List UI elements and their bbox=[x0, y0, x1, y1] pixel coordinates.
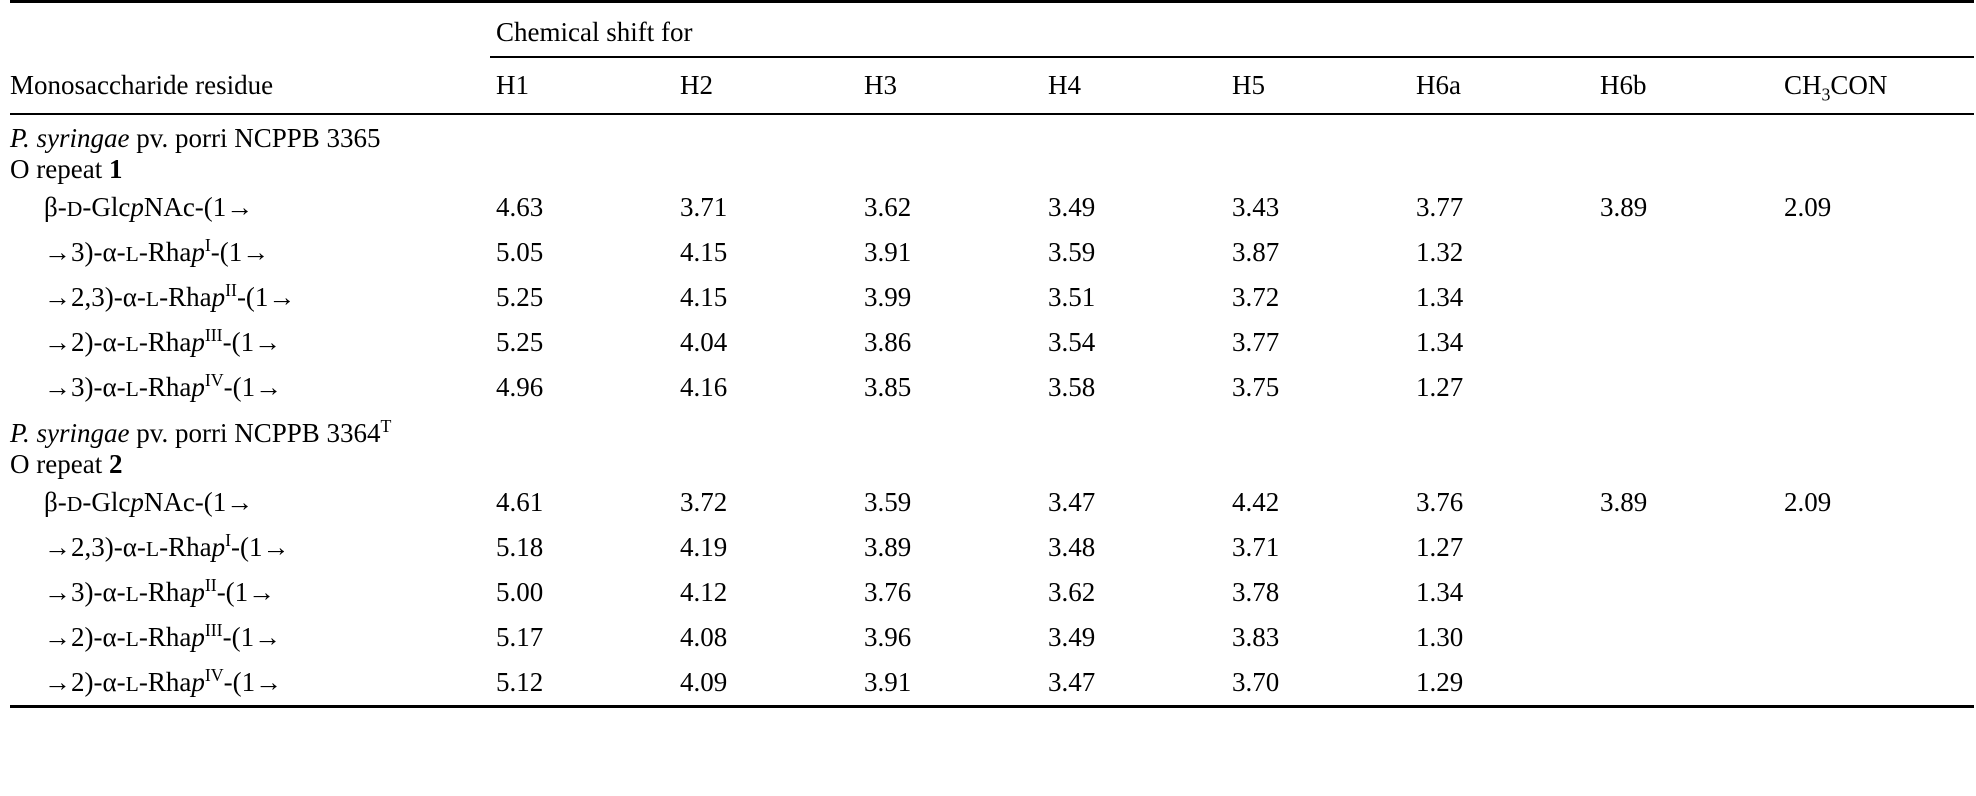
residue-ital: p bbox=[191, 327, 205, 357]
table-row bbox=[10, 660, 1974, 707]
residue-prefix: β- bbox=[44, 192, 67, 222]
residue-config: L bbox=[125, 242, 139, 266]
header-h3: H3 bbox=[858, 57, 1042, 114]
cell-h1: 4.96 bbox=[496, 372, 544, 402]
cell-h6b bbox=[1594, 230, 1778, 275]
cell-h6b bbox=[1594, 320, 1778, 365]
residue-suffix: -(1→ bbox=[236, 282, 296, 312]
cell-h6a: 1.27 bbox=[1416, 372, 1464, 402]
cell-h1: 5.18 bbox=[496, 532, 544, 562]
cell-h3: 3.91 bbox=[858, 660, 1042, 707]
cell-h4: 3.49 bbox=[1048, 192, 1096, 222]
cell-h6b: 3.89 bbox=[1600, 192, 1648, 222]
residue-mid: -Rha bbox=[159, 532, 212, 562]
cell-h1: 5.25 bbox=[496, 282, 544, 312]
cell-h4: 3.48 bbox=[1048, 532, 1096, 562]
residue-ital: p bbox=[191, 237, 205, 267]
table-row bbox=[10, 570, 1974, 615]
cell-h2: 4.04 bbox=[680, 327, 728, 357]
section-organism-row bbox=[10, 114, 1974, 154]
table-row bbox=[10, 365, 1974, 410]
header-h4: H4 bbox=[1042, 57, 1226, 114]
header-h2: H2 bbox=[674, 57, 858, 114]
residue-roman: II bbox=[225, 280, 237, 300]
cell-h5: 3.43 bbox=[1232, 192, 1280, 222]
cell-h4: 3.47 bbox=[1048, 487, 1096, 517]
cell-h2: 4.08 bbox=[680, 622, 728, 652]
cell-h3: 3.91 bbox=[864, 237, 912, 267]
cell-h2: 4.15 bbox=[680, 237, 728, 267]
header-ch3con-pre: CH bbox=[1784, 70, 1822, 100]
residue-ital: p bbox=[130, 192, 144, 222]
residue-config: D bbox=[66, 197, 83, 221]
header-h6b: H6b bbox=[1594, 57, 1778, 114]
residue-cell bbox=[10, 275, 490, 320]
header-ch3con bbox=[1778, 57, 1974, 114]
residue-suffix: -(1→ bbox=[223, 667, 283, 697]
residue-prefix: β- bbox=[44, 487, 67, 517]
cell-h2: 4.12 bbox=[680, 577, 728, 607]
residue-roman: III bbox=[204, 620, 223, 640]
cell-h3: 3.59 bbox=[864, 487, 912, 517]
cell-h6a: 1.34 bbox=[1416, 327, 1464, 357]
cell-ch3con bbox=[1778, 230, 1974, 275]
cell-ch3con bbox=[1778, 615, 1974, 660]
residue-ital: p bbox=[191, 622, 205, 652]
cell-h4: 3.59 bbox=[1048, 237, 1096, 267]
cell-h6a: 1.34 bbox=[1416, 577, 1464, 607]
cell-h6b bbox=[1594, 570, 1778, 615]
table-row bbox=[10, 480, 1974, 525]
organism-italic-2: P. syringae bbox=[10, 418, 130, 448]
organism-label-1 bbox=[10, 114, 1974, 154]
cell-ch3con bbox=[1778, 365, 1974, 410]
residue-config: L bbox=[145, 537, 160, 561]
organism-italic-1: P. syringae bbox=[10, 123, 130, 153]
header-monosaccharide-residue: Monosaccharide residue bbox=[10, 57, 490, 114]
repeat-text-1: O repeat bbox=[10, 154, 109, 184]
residue-mid: -Rha bbox=[138, 667, 192, 697]
residue-cell bbox=[10, 185, 490, 230]
residue-mid: -Glc bbox=[82, 487, 131, 517]
table-row bbox=[10, 275, 1974, 320]
cell-h6b bbox=[1594, 615, 1778, 660]
residue-cell bbox=[10, 480, 490, 525]
residue-suffix: -(1→ bbox=[222, 327, 282, 357]
residue-suffix: NAc-(1→ bbox=[143, 192, 254, 222]
residue-prefix: →2)-α- bbox=[44, 622, 126, 652]
cell-h1: 4.61 bbox=[496, 487, 544, 517]
residue-cell bbox=[10, 615, 490, 660]
organism-rest-1: pv. porri NCPPB 3365 bbox=[129, 123, 381, 153]
repeat-text-2: O repeat bbox=[10, 449, 109, 479]
residue-roman: I bbox=[225, 530, 231, 550]
cell-h5: 4.42 bbox=[1232, 487, 1280, 517]
residue-ital: p bbox=[211, 532, 226, 562]
residue-roman: I bbox=[204, 235, 211, 255]
cell-h5: 3.87 bbox=[1232, 237, 1280, 267]
header-group-empty bbox=[10, 2, 490, 58]
cell-ch3con bbox=[1778, 570, 1974, 615]
cell-h3: 3.86 bbox=[864, 327, 912, 357]
cell-h6b bbox=[1594, 525, 1778, 570]
cell-h6a: 3.77 bbox=[1416, 192, 1464, 222]
table-row bbox=[10, 525, 1974, 570]
residue-config: L bbox=[125, 377, 139, 401]
header-columns-row bbox=[10, 57, 1974, 114]
cell-h4: 3.51 bbox=[1048, 282, 1096, 312]
residue-prefix: →3)-α- bbox=[44, 372, 126, 402]
residue-cell bbox=[10, 320, 490, 365]
residue-prefix: →3)-α- bbox=[44, 577, 126, 607]
repeat-label-1 bbox=[10, 154, 1974, 185]
residue-ital: p bbox=[211, 282, 226, 312]
table-body bbox=[10, 114, 1974, 707]
chemical-shift-table bbox=[10, 0, 1974, 708]
residue-suffix: -(1→ bbox=[216, 577, 276, 607]
cell-h3: 3.96 bbox=[864, 622, 912, 652]
residue-prefix: →2,3)-α- bbox=[44, 282, 146, 312]
organism-sup-2: T bbox=[380, 416, 392, 436]
table-row bbox=[10, 230, 1974, 275]
residue-prefix: →2)-α- bbox=[44, 667, 126, 697]
residue-mid: -Rha bbox=[138, 577, 192, 607]
organism-label-2 bbox=[10, 410, 1974, 449]
cell-h2: 3.71 bbox=[680, 192, 728, 222]
cell-h6a: 1.27 bbox=[1416, 532, 1464, 562]
cell-h6a: 1.29 bbox=[1410, 660, 1594, 707]
cell-h2: 3.72 bbox=[680, 487, 728, 517]
residue-suffix: NAc-(1→ bbox=[143, 487, 254, 517]
cell-ch3con bbox=[1778, 320, 1974, 365]
cell-h3: 3.99 bbox=[864, 282, 912, 312]
cell-h3: 3.85 bbox=[864, 372, 912, 402]
residue-config: L bbox=[125, 627, 139, 651]
residue-suffix: -(1→ bbox=[223, 372, 283, 402]
cell-h3: 3.62 bbox=[864, 192, 912, 222]
cell-h6a: 1.32 bbox=[1416, 237, 1464, 267]
residue-config: L bbox=[125, 582, 139, 606]
organism-rest-2: pv. porri NCPPB 3364 bbox=[129, 418, 381, 448]
residue-cell bbox=[10, 660, 490, 707]
cell-h4: 3.49 bbox=[1048, 622, 1096, 652]
header-group-row bbox=[10, 2, 1974, 58]
residue-ital: p bbox=[191, 667, 205, 697]
table-header bbox=[10, 2, 1974, 115]
residue-roman: II bbox=[204, 575, 217, 595]
cell-h5: 3.70 bbox=[1226, 660, 1410, 707]
cell-ch3con bbox=[1778, 275, 1974, 320]
residue-config: L bbox=[125, 672, 139, 696]
residue-roman: III bbox=[204, 325, 223, 345]
residue-suffix: -(1→ bbox=[231, 532, 290, 562]
cell-h2: 4.09 bbox=[674, 660, 858, 707]
residue-cell bbox=[10, 365, 490, 410]
cell-h1: 4.63 bbox=[496, 192, 544, 222]
cell-h5: 3.83 bbox=[1232, 622, 1280, 652]
residue-cell bbox=[10, 570, 490, 615]
residue-mid: -Rha bbox=[159, 282, 212, 312]
cell-h1: 5.25 bbox=[496, 327, 544, 357]
section-repeat-row bbox=[10, 449, 1974, 480]
repeat-number-1: 1 bbox=[108, 154, 123, 184]
residue-suffix: -(1→ bbox=[210, 237, 270, 267]
residue-mid: -Rha bbox=[138, 327, 192, 357]
cell-h1: 5.05 bbox=[496, 237, 544, 267]
cell-ch3con: 2.09 bbox=[1784, 487, 1832, 517]
residue-mid: -Rha bbox=[138, 622, 192, 652]
repeat-number-2: 2 bbox=[108, 449, 123, 479]
residue-cell bbox=[10, 525, 490, 570]
section-organism-row bbox=[10, 410, 1974, 449]
cell-h6a: 3.76 bbox=[1416, 487, 1464, 517]
residue-config: D bbox=[66, 492, 83, 516]
residue-prefix: →3)-α- bbox=[44, 237, 126, 267]
residue-mid: -Rha bbox=[138, 372, 192, 402]
cell-h2: 4.15 bbox=[680, 282, 728, 312]
table-row bbox=[10, 185, 1974, 230]
residue-prefix: →2,3)-α- bbox=[44, 532, 146, 562]
residue-mid: -Glc bbox=[82, 192, 131, 222]
table-row bbox=[10, 615, 1974, 660]
cell-h4: 3.58 bbox=[1048, 372, 1096, 402]
repeat-label-2 bbox=[10, 449, 1974, 480]
header-chemical-shift-for: Chemical shift for bbox=[490, 2, 1974, 58]
residue-mid: -Rha bbox=[138, 237, 192, 267]
table-row bbox=[10, 320, 1974, 365]
cell-h1: 5.12 bbox=[490, 660, 674, 707]
section-repeat-row bbox=[10, 154, 1974, 185]
cell-h5: 3.75 bbox=[1232, 372, 1280, 402]
cell-ch3con bbox=[1778, 525, 1974, 570]
header-ch3con-sub: 3 bbox=[1821, 84, 1831, 105]
cell-h6b bbox=[1594, 365, 1778, 410]
header-h6a: H6a bbox=[1410, 57, 1594, 114]
residue-ital: p bbox=[130, 487, 144, 517]
cell-h5: 3.72 bbox=[1232, 282, 1280, 312]
cell-h1: 5.17 bbox=[496, 622, 544, 652]
cell-h4: 3.62 bbox=[1048, 577, 1096, 607]
residue-ital: p bbox=[191, 372, 205, 402]
residue-ital: p bbox=[191, 577, 205, 607]
cell-h1: 5.00 bbox=[496, 577, 544, 607]
header-ch3con-post: CON bbox=[1830, 70, 1888, 100]
residue-config: L bbox=[145, 287, 160, 311]
residue-roman: IV bbox=[204, 370, 224, 390]
cell-h2: 4.16 bbox=[680, 372, 728, 402]
cell-h4: 3.47 bbox=[1042, 660, 1226, 707]
residue-prefix: →2)-α- bbox=[44, 327, 126, 357]
cell-h6a: 1.34 bbox=[1416, 282, 1464, 312]
cell-h3: 3.76 bbox=[864, 577, 912, 607]
residue-config: L bbox=[125, 332, 139, 356]
header-h1: H1 bbox=[490, 57, 674, 114]
cell-h6b: 3.89 bbox=[1600, 487, 1648, 517]
cell-ch3con: 2.09 bbox=[1784, 192, 1832, 222]
cell-h6b bbox=[1594, 660, 1778, 707]
residue-cell bbox=[10, 230, 490, 275]
residue-roman: IV bbox=[204, 665, 224, 685]
cell-h4: 3.54 bbox=[1048, 327, 1096, 357]
cell-h5: 3.71 bbox=[1232, 532, 1280, 562]
cell-h5: 3.78 bbox=[1232, 577, 1280, 607]
cell-h6a: 1.30 bbox=[1416, 622, 1464, 652]
cell-ch3con bbox=[1778, 660, 1974, 707]
residue-suffix: -(1→ bbox=[222, 622, 282, 652]
header-h5: H5 bbox=[1226, 57, 1410, 114]
cell-h6b bbox=[1594, 275, 1778, 320]
cell-h2: 4.19 bbox=[680, 532, 728, 562]
cell-h5: 3.77 bbox=[1232, 327, 1280, 357]
cell-h3: 3.89 bbox=[864, 532, 912, 562]
